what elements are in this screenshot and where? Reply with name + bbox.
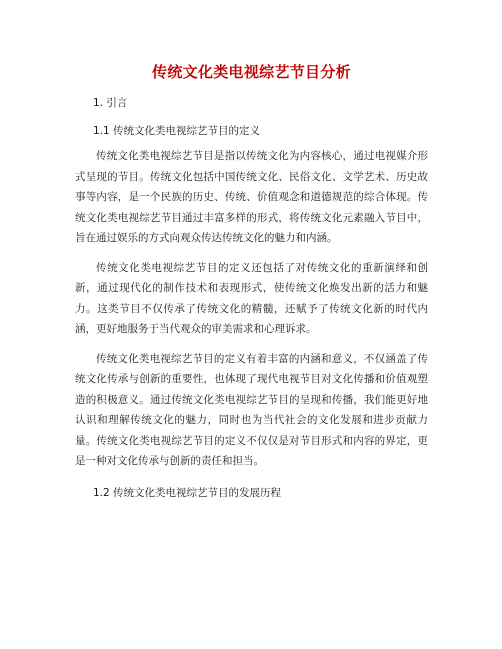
paragraph: 传统文化类电视综艺节目的定义还包括了对传统文化的重新演绎和创新，通过现代化的制作技术和表现形式，使传统文化焕发出新的活力和魅力。这类节目不仅传承了传统文化的精髓，还赋予了传统文化新的时代内涵，更好地服务于当代观众的审美需求和心理诉求。	[75, 261, 428, 335]
paragraph: 传统文化类电视综艺节目的定义有着丰富的内涵和意义，不仅涵盖了传统文化传承与创新的重要性，也体现了现代电视节目对文化传播和价值观塑造的积极意义。通过传统文化类电视综艺节目的呈现和传播，我们能更好地认识和理解传统文化的魅力，同时也为当代社会的文化发展和进步贡献力量。传统文化类电视综艺节目的定义不仅仅是对节目形式和内容的界定，更是一种对文化传承与创新的责任和担当。	[75, 352, 428, 467]
section-heading-history: 1.2 传统文化类电视综艺节目的发展历程	[93, 486, 282, 499]
section-heading-definition: 1.1 传统文化类电视综艺节目的定义	[93, 125, 261, 137]
section-heading-introduction: 1. 引言	[93, 97, 128, 109]
paragraph: 传统文化类电视综艺节目是指以传统文化为内容核心，通过电视媒介形式呈现的节目。传统文化包括中国传统文化、民俗文化、文学艺术、历史故事等内容，是一个民族的历史、传统、价值观念和道德规范的综合体现。传统文化类电视综艺节目通过丰富多样的形式，将传统文化元素融入节目中，旨在通过娱乐的方式向观众传达传统文化的魅力和内涵。	[75, 150, 428, 244]
document-title: 传统文化类电视综艺节目分析	[152, 63, 351, 81]
